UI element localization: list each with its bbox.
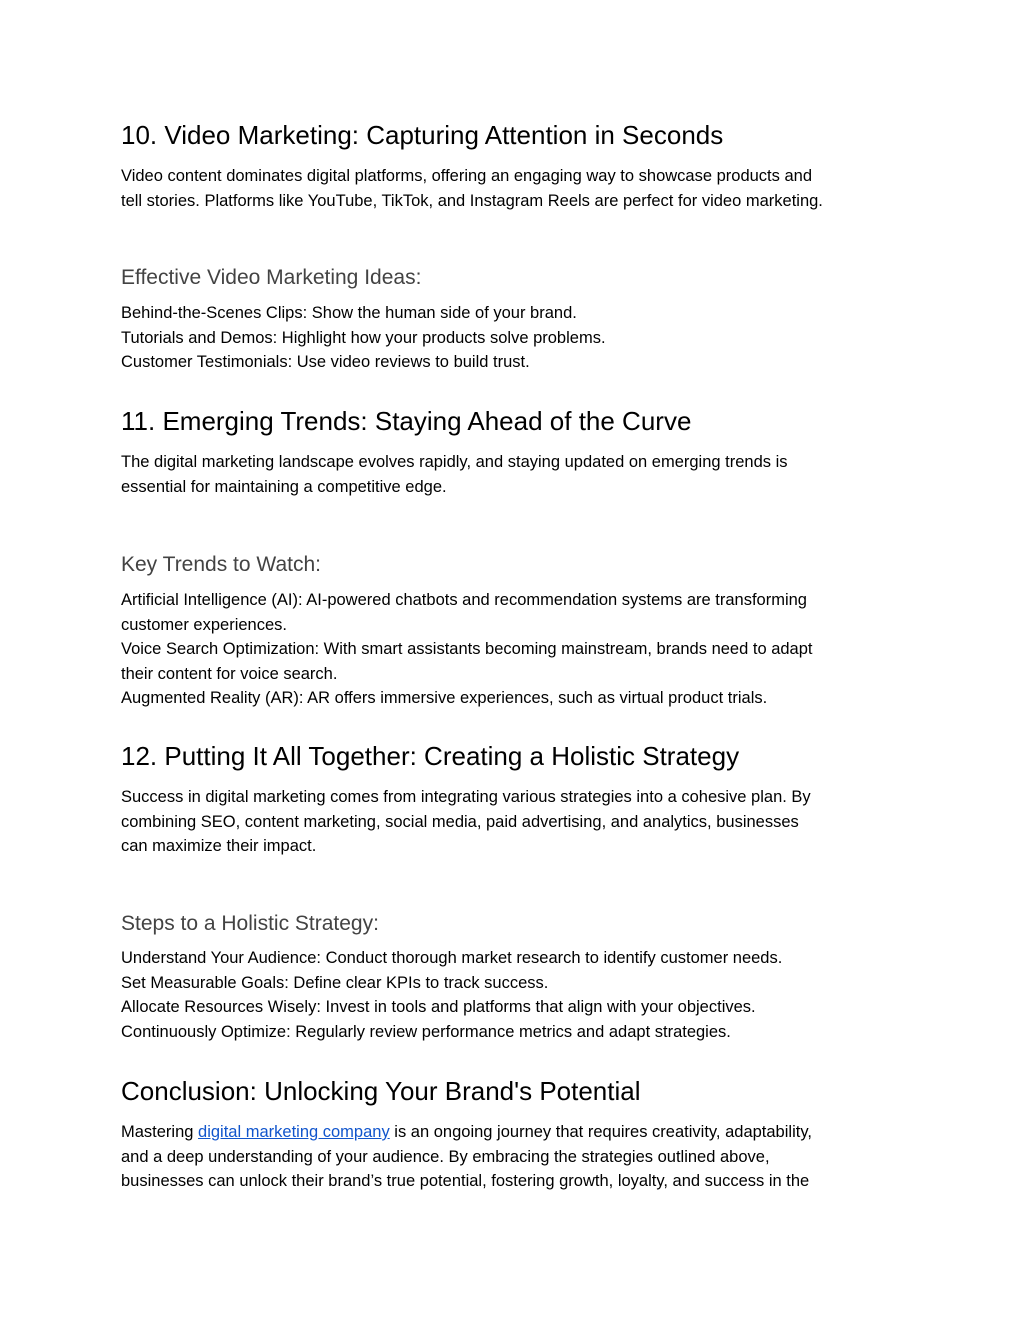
list-item: Artificial Intelligence (AI): AI-powered chatbots and recommendation systems are transforming	[121, 591, 807, 609]
paragraph-line: essential for maintaining a competitive edge.	[121, 477, 447, 496]
section-paragraph	[121, 450, 911, 499]
paragraph-line	[121, 1120, 911, 1145]
section-heading: 12. Putting It All Together: Creating a Holistic Strategy	[121, 741, 740, 771]
section-subheading-block	[121, 910, 911, 938]
section-video-marketing	[121, 119, 911, 151]
paragraph-line: and a deep understanding of your audience. By embracing the strategies outlined above,	[121, 1147, 770, 1166]
section-subheading-block	[121, 551, 911, 579]
list-item: Understand Your Audience: Conduct thorough market research to identify customer needs.	[121, 949, 783, 967]
paragraph-line: The digital marketing landscape evolves rapidly, and staying updated on emerging trends is	[121, 453, 788, 471]
section-paragraph	[121, 164, 911, 213]
section-subheading-block	[121, 264, 911, 292]
section-subheading: Effective Video Marketing Ideas:	[121, 266, 422, 289]
section-heading: 10. Video Marketing: Capturing Attention in Seconds	[121, 120, 724, 150]
list-item: customer experiences.	[121, 615, 287, 634]
conclusion-paragraph	[121, 1120, 911, 1194]
paragraph-line: Video content dominates digital platforms, offering an engaging way to showcase products and	[121, 167, 812, 185]
section-heading: Conclusion: Unlocking Your Brand's Potential	[121, 1076, 641, 1106]
list-item: Behind-the-Scenes Clips: Show the human side of your brand.	[121, 304, 577, 322]
section-paragraph	[121, 785, 911, 859]
list-item: Continuously Optimize: Regularly review performance metrics and adapt strategies.	[121, 1022, 731, 1041]
section-emerging-trends	[121, 405, 911, 437]
section-heading: 11. Emerging Trends: Staying Ahead of the Curve	[121, 406, 692, 436]
paragraph-line: Success in digital marketing comes from integrating various strategies into a cohesive plan. By	[121, 788, 811, 806]
list-item: Tutorials and Demos: Highlight how your products solve problems.	[121, 328, 606, 347]
list-item: Customer Testimonials: Use video reviews to build trust.	[121, 353, 530, 371]
list-item: Voice Search Optimization: With smart assistants becoming mainstream, brands need to adapt	[121, 640, 813, 658]
paragraph-line: combining SEO, content marketing, social media, paid advertising, and analytics, businesses	[121, 812, 799, 831]
section-subheading: Steps to a Holistic Strategy:	[121, 912, 379, 935]
section-holistic-strategy	[121, 740, 911, 772]
paragraph-line: can maximize their impact.	[121, 837, 317, 855]
idea-list	[121, 301, 911, 375]
steps-list	[121, 946, 911, 1044]
section-conclusion	[121, 1075, 911, 1107]
paragraph-line: tell stories. Platforms like YouTube, TikTok, and Instagram Reels are perfect for video marketing.	[121, 191, 823, 210]
paragraph-line: businesses can unlock their brand’s true potential, fostering growth, loyalty, and success in the	[121, 1172, 810, 1190]
section-subheading: Key Trends to Watch:	[121, 553, 321, 576]
trend-list	[121, 588, 911, 711]
list-item: Set Measurable Goals: Define clear KPIs to track success.	[121, 973, 549, 992]
digital-marketing-company-link[interactable]: digital marketing company	[198, 1123, 390, 1141]
list-item: their content for voice search.	[121, 664, 338, 683]
link-suffix-text: is an ongoing journey that requires creativity, adaptability,	[389, 1123, 812, 1141]
list-item: Augmented Reality (AR): AR offers immersive experiences, such as virtual product trials.	[121, 689, 768, 707]
list-item: Allocate Resources Wisely: Invest in tools and platforms that align with your objectives.	[121, 998, 756, 1016]
link-prefix-text: Mastering	[121, 1123, 199, 1141]
